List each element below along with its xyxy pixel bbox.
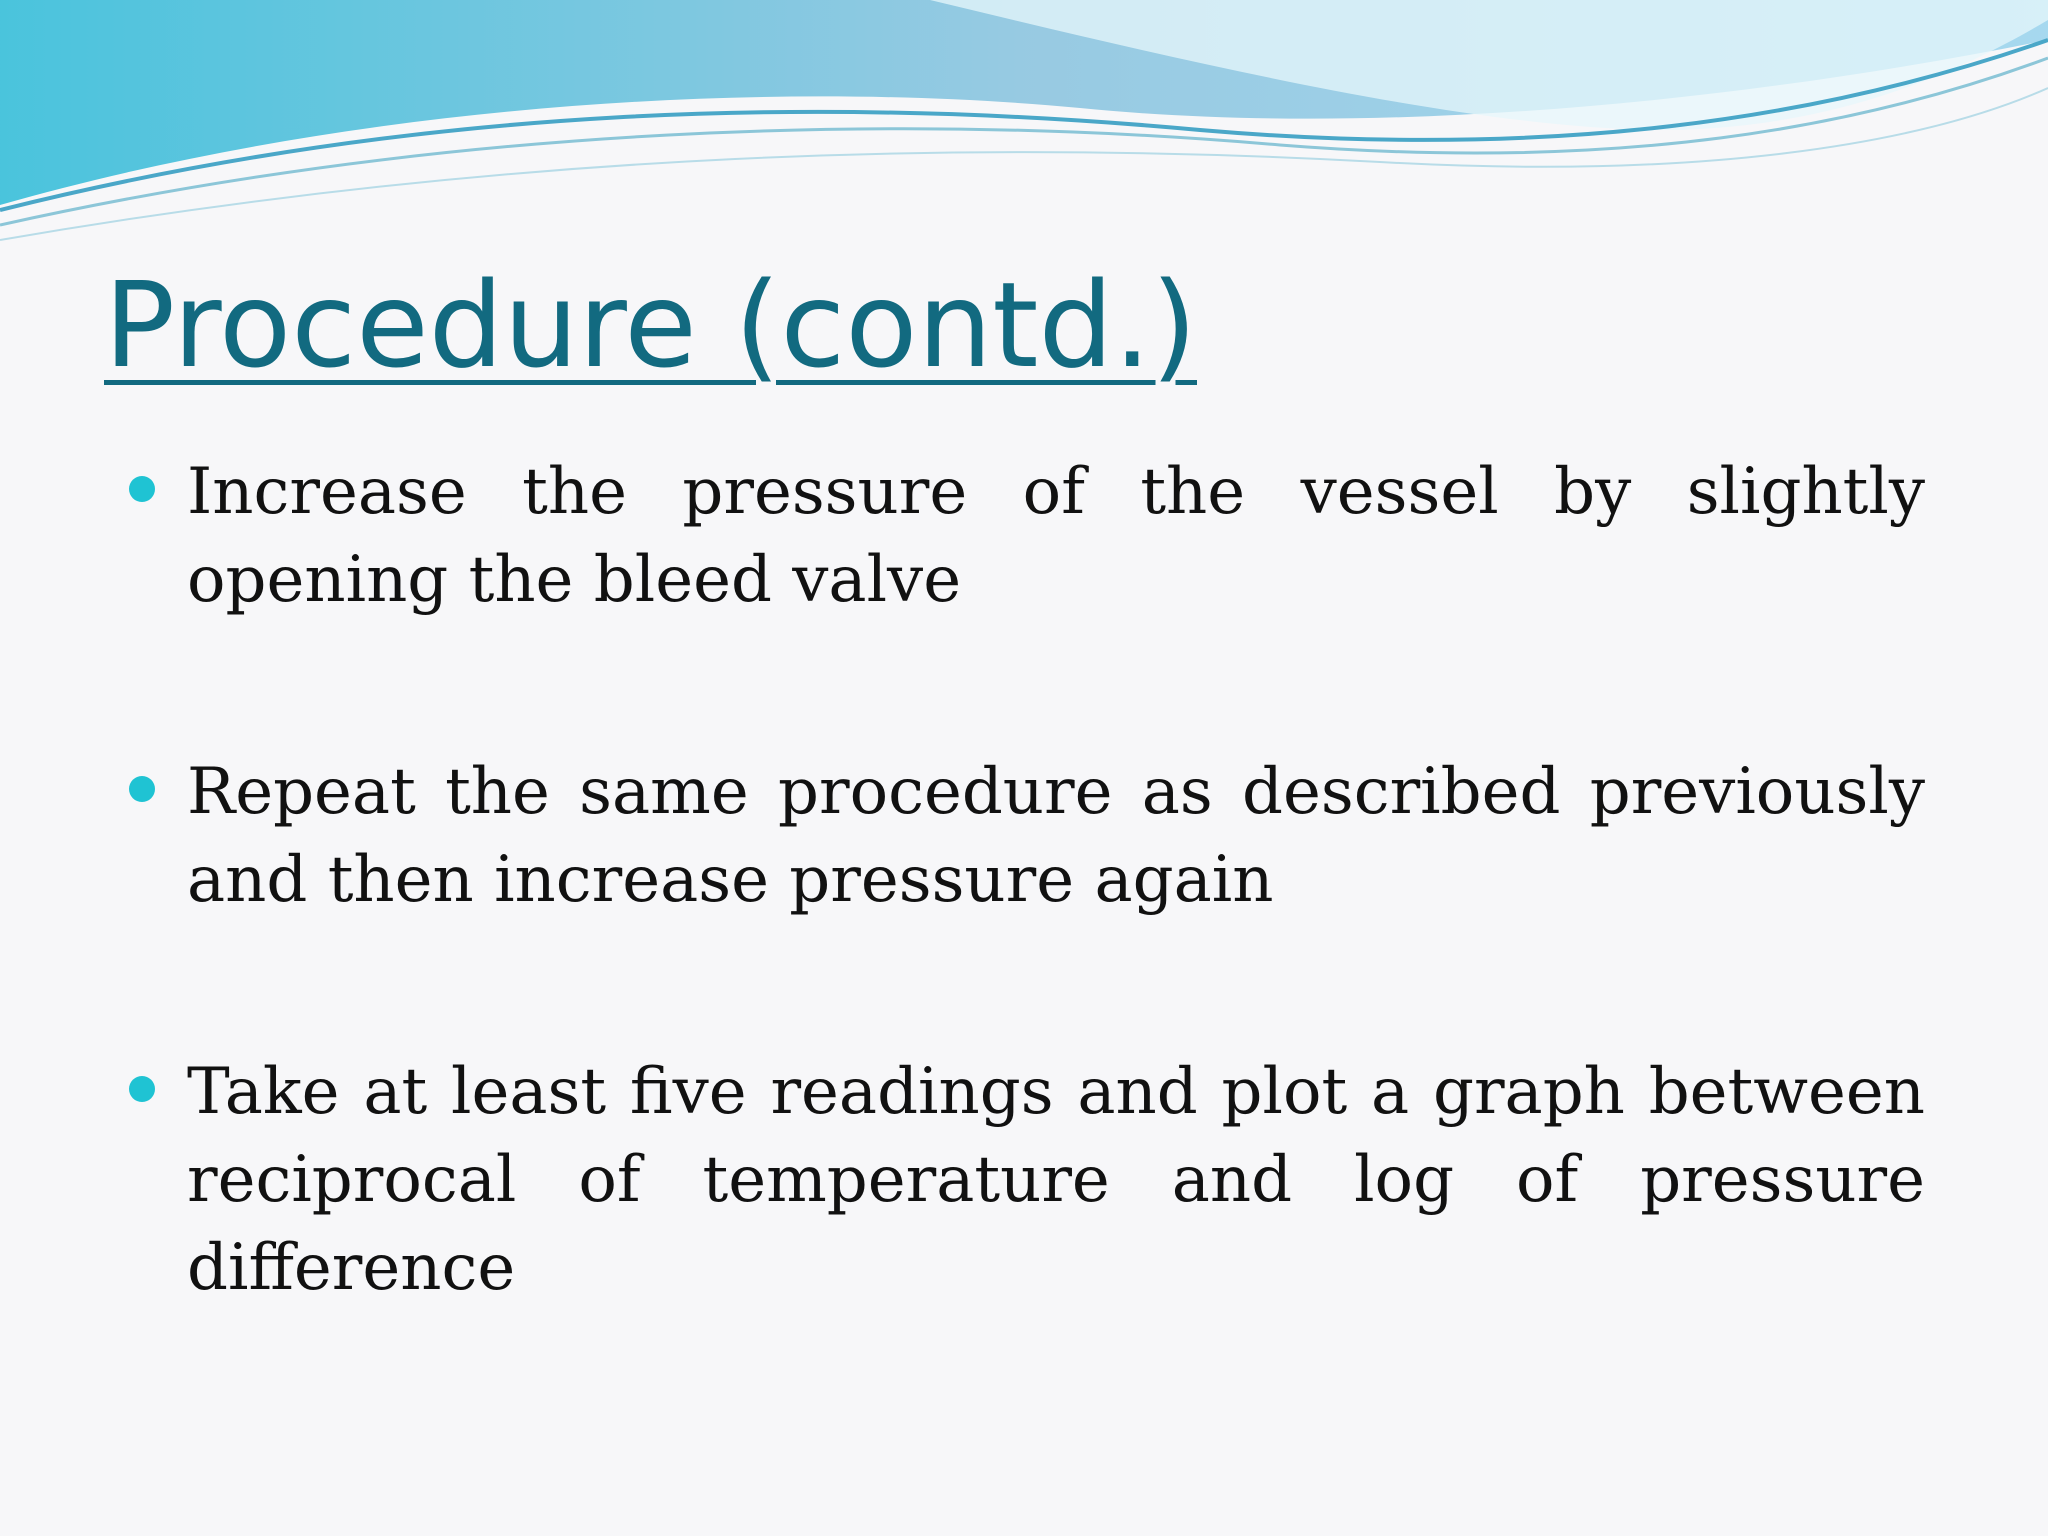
bullet-text: Repeat the same procedure as described previously and then increase pressure again [187, 755, 1925, 917]
bullet-icon [129, 476, 155, 502]
bullet-item-3 [125, 1048, 1925, 1312]
bullet-item-1 [125, 448, 1925, 624]
header-wave-decoration [0, 0, 2048, 260]
bullet-icon [129, 1076, 155, 1102]
bullet-item-2 [125, 748, 1925, 924]
bullet-text: Increase the pressure of the vessel by slightly opening the bleed valve [187, 455, 1925, 617]
slide-title: Procedure (contd.) [104, 256, 1197, 394]
bullet-text: Take at least five readings and plot a graph between reciprocal of temperature and log of pressure difference [187, 1055, 1925, 1305]
bullet-list [125, 448, 1925, 1312]
bullet-icon [129, 776, 155, 802]
